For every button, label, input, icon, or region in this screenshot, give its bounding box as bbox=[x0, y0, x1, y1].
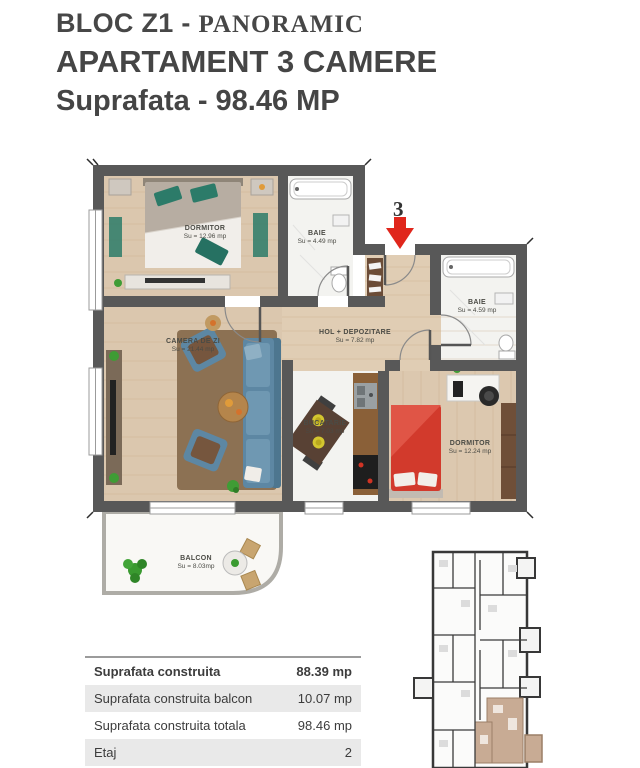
room-label-living: CAMERA DE ZI Su = 21.44 mp bbox=[166, 338, 220, 353]
row-value: 2 bbox=[344, 745, 352, 760]
balcony bbox=[104, 512, 281, 593]
entrance-number: 3 bbox=[393, 197, 404, 221]
row-label: Suprafata construita balcon bbox=[94, 691, 253, 706]
row-label: Etaj bbox=[94, 745, 117, 760]
keyplan-building bbox=[414, 552, 542, 768]
keyplan-svg bbox=[413, 540, 640, 768]
table-row-balcony-area bbox=[85, 685, 361, 712]
room-label-hall: HOL + DEPOZITARE Su = 7.82 mp bbox=[318, 329, 392, 344]
room-label-kitchen: BUCATARIE Su = 7.03 mp bbox=[303, 420, 347, 435]
room-label-bedroom-1: DORMITOR Su = 12.96 mp bbox=[183, 225, 227, 240]
summary-table bbox=[85, 656, 361, 766]
table-row-floor bbox=[85, 739, 361, 766]
surface-title: Suprafata - 98.46 MP bbox=[56, 85, 340, 117]
row-value: 10.07 mp bbox=[297, 691, 352, 706]
block-title-serif: PANORAMIC bbox=[198, 11, 364, 38]
apartment-title: APARTAMENT 3 CAMERE bbox=[56, 44, 438, 79]
row-label: Suprafata construita bbox=[94, 664, 221, 679]
room-label-bathroom-2: BAIE Su = 4.59 mp bbox=[457, 299, 497, 314]
block-title-bold: BLOC Z1 - bbox=[56, 8, 191, 38]
room-label-bathroom-1: BAIE Su = 4.49 mp bbox=[297, 230, 337, 245]
floorplan-svg bbox=[85, 155, 535, 605]
room-label-balcony: BALCON Su = 8.03mp bbox=[177, 555, 215, 570]
row-label: Suprafata construita totala bbox=[94, 718, 246, 733]
table-row-constructed-area bbox=[85, 658, 361, 685]
table-row-total-area bbox=[85, 712, 361, 739]
page-header bbox=[56, 6, 437, 120]
row-value: 98.46 mp bbox=[297, 718, 352, 733]
block-title bbox=[56, 6, 437, 42]
room-label-bedroom-2: DORMITOR Su = 12.24 mp bbox=[448, 440, 492, 455]
hall-storage bbox=[367, 258, 383, 298]
row-value: 88.39 mp bbox=[296, 664, 352, 679]
